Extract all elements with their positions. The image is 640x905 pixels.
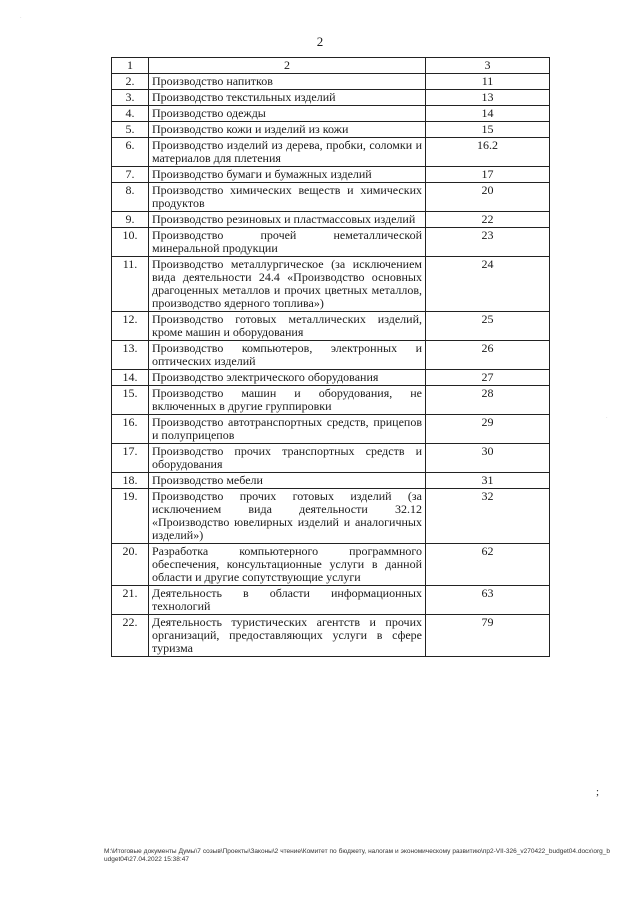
activity-name-cell: Производство бумаги и бумажных изделий — [149, 167, 426, 183]
row-number-cell: 22. — [112, 615, 149, 657]
table-row — [112, 415, 550, 444]
table-row — [112, 183, 550, 212]
activity-code-cell: 32 — [426, 489, 550, 544]
activity-name-cell: Производство металлургическое (за исключением вида деятельности 24.4 «Производство основных драгоценных металлов и прочих цветных металлов, производство ядерного топлива») — [149, 257, 426, 312]
row-number-cell: 7. — [112, 167, 149, 183]
header-cell-name: 2 — [149, 58, 426, 74]
table-row — [112, 257, 550, 312]
stray-mark: ; — [596, 786, 600, 798]
activity-code-cell: 15 — [426, 122, 550, 138]
activity-name-cell: Производство химических веществ и химических продуктов — [149, 183, 426, 212]
activity-code-cell: 24 — [426, 257, 550, 312]
header-cell-code: 3 — [426, 58, 550, 74]
table-row — [112, 370, 550, 386]
activity-name-cell: Производство изделий из дерева, пробки, соломки и материалов для плетения — [149, 138, 426, 167]
table-row — [112, 122, 550, 138]
activity-code-cell: 23 — [426, 228, 550, 257]
row-number-cell: 21. — [112, 586, 149, 615]
activity-code-cell: 29 — [426, 415, 550, 444]
row-number-cell: 6. — [112, 138, 149, 167]
row-number-cell: 20. — [112, 544, 149, 586]
activity-code-cell: 11 — [426, 74, 550, 90]
scan-artifact: · — [606, 416, 608, 421]
table-row — [112, 167, 550, 183]
activity-code-cell: 22 — [426, 212, 550, 228]
table-header-row — [112, 58, 550, 74]
activity-code-cell: 25 — [426, 312, 550, 341]
table-row — [112, 544, 550, 586]
activity-code-cell: 31 — [426, 473, 550, 489]
activity-name-cell: Производство электрического оборудования — [149, 370, 426, 386]
activity-code-cell: 27 — [426, 370, 550, 386]
table-row — [112, 615, 550, 657]
table-row — [112, 212, 550, 228]
table-row — [112, 444, 550, 473]
table-row — [112, 90, 550, 106]
row-number-cell: 13. — [112, 341, 149, 370]
table-row — [112, 473, 550, 489]
table-row — [112, 228, 550, 257]
file-path-footer: M:\Итоговые документы Думы\7 созыв\Проекты\Законы\2 чтение\Комитет по бюджету, налогам и экономическому развитию\пр2-VII-326_v270422_budget04.docx\org_budget04\27.04.2022 15:38:47 — [104, 848, 610, 863]
activity-code-cell: 17 — [426, 167, 550, 183]
table-row — [112, 106, 550, 122]
activity-code-cell: 13 — [426, 90, 550, 106]
table-row — [112, 341, 550, 370]
scan-artifact: · — [20, 16, 22, 21]
activity-name-cell: Производство машин и оборудования, не включенных в другие группировки — [149, 386, 426, 415]
page-number: 2 — [316, 34, 324, 49]
activity-name-cell: Производство напитков — [149, 74, 426, 90]
row-number-cell: 18. — [112, 473, 149, 489]
row-number-cell: 3. — [112, 90, 149, 106]
row-number-cell: 11. — [112, 257, 149, 312]
activity-name-cell: Производство компьютеров, электронных и оптических изделий — [149, 341, 426, 370]
activity-name-cell: Производство мебели — [149, 473, 426, 489]
activity-name-cell: Производство текстильных изделий — [149, 90, 426, 106]
row-number-cell: 5. — [112, 122, 149, 138]
activity-code-cell: 79 — [426, 615, 550, 657]
activity-code-cell: 14 — [426, 106, 550, 122]
activity-name-cell: Деятельность туристических агентств и прочих организаций, предоставляющих услуги в сфере туризма — [149, 615, 426, 657]
activity-code-cell: 20 — [426, 183, 550, 212]
activity-name-cell: Производство кожи и изделий из кожи — [149, 122, 426, 138]
table-row — [112, 386, 550, 415]
table-row — [112, 489, 550, 544]
table-row — [112, 312, 550, 341]
header-cell-number: 1 — [112, 58, 149, 74]
row-number-cell: 2. — [112, 74, 149, 90]
activity-name-cell: Производство готовых металлических изделий, кроме машин и оборудования — [149, 312, 426, 341]
activity-codes-table — [111, 57, 550, 657]
row-number-cell: 4. — [112, 106, 149, 122]
activity-name-cell: Производство одежды — [149, 106, 426, 122]
table-row — [112, 586, 550, 615]
row-number-cell: 16. — [112, 415, 149, 444]
activity-name-cell: Деятельность в области информационных технологий — [149, 586, 426, 615]
activity-code-cell: 28 — [426, 386, 550, 415]
activity-name-cell: Производство прочей неметаллической минеральной продукции — [149, 228, 426, 257]
activity-name-cell: Производство прочих транспортных средств и оборудования — [149, 444, 426, 473]
activity-code-cell: 16.2 — [426, 138, 550, 167]
activity-code-cell: 63 — [426, 586, 550, 615]
table-row — [112, 74, 550, 90]
row-number-cell: 14. — [112, 370, 149, 386]
activity-name-cell: Разработка компьютерного программного обеспечения, консультационные услуги в данной области и другие сопутствующие услуги — [149, 544, 426, 586]
row-number-cell: 17. — [112, 444, 149, 473]
activity-code-cell: 62 — [426, 544, 550, 586]
row-number-cell: 10. — [112, 228, 149, 257]
row-number-cell: 19. — [112, 489, 149, 544]
activity-code-cell: 30 — [426, 444, 550, 473]
activity-code-cell: 26 — [426, 341, 550, 370]
row-number-cell: 12. — [112, 312, 149, 341]
row-number-cell: 9. — [112, 212, 149, 228]
row-number-cell: 8. — [112, 183, 149, 212]
activity-name-cell: Производство автотранспортных средств, прицепов и полуприцепов — [149, 415, 426, 444]
row-number-cell: 15. — [112, 386, 149, 415]
activity-name-cell: Производство прочих готовых изделий (за исключением вида деятельности 32.12 «Производство ювелирных изделий и аналогичных изделий») — [149, 489, 426, 544]
activity-name-cell: Производство резиновых и пластмассовых изделий — [149, 212, 426, 228]
table-row — [112, 138, 550, 167]
